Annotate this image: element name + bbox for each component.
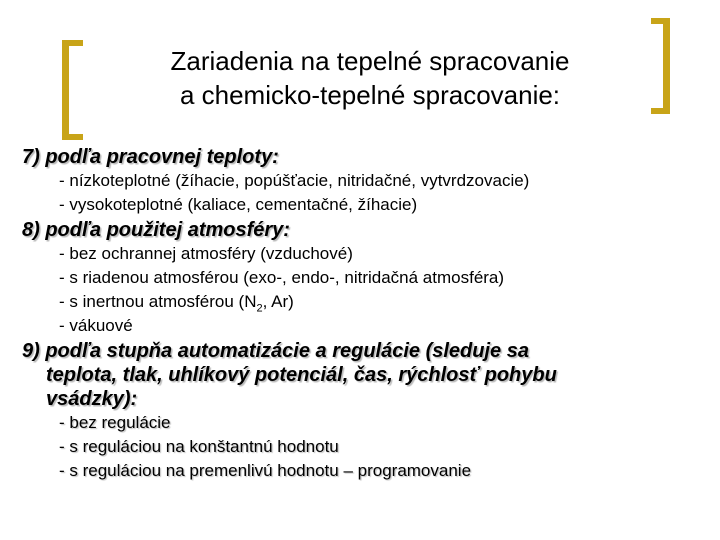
title-line-1: Zariadenia na tepelné spracovanie: [170, 46, 570, 76]
heading-line: 9) podľa stupňa automatizácie a regulácie (sleduje sa: [22, 340, 529, 362]
title-line-2: a chemicko-tepelné spracovanie:: [179, 80, 561, 110]
section-heading-8: 8) podľa použitej atmosféry:: [22, 219, 290, 241]
list-item: [22, 290, 702, 314]
subscript-text: 2: [256, 302, 263, 315]
list-item-text: - s inertnou atmosférou (N: [59, 292, 257, 311]
right-bracket-decoration: [651, 18, 670, 114]
slide-content: [22, 145, 702, 483]
list-item: - bez ochrannej atmosféry (vzduchové): [59, 244, 353, 263]
list-item-text: , Ar): [262, 292, 294, 311]
slide-title: [100, 44, 640, 112]
list-item: - bez regulácie: [59, 413, 171, 432]
section-heading-9: [22, 339, 702, 411]
list-item: - s reguláciou na konštantnú hodnotu: [59, 437, 339, 456]
list-item: - s riadenou atmosférou (exo-, endo-, nitridačná atmosféra): [59, 268, 505, 287]
section-heading-7: 7) podľa pracovnej teploty:: [22, 146, 279, 168]
heading-line: vsádzky):: [46, 388, 138, 410]
list-item: - vysokoteplotné (kaliace, cementačné, žíhacie): [59, 195, 418, 214]
list-item: - nízkoteplotné (žíhacie, popúšťacie, nitridačné, vytvrdzovacie): [59, 171, 530, 190]
left-bracket-decoration: [62, 40, 83, 140]
list-item: - s reguláciou na premenlivú hodnotu – programovanie: [59, 461, 472, 480]
list-item: - vákuové: [59, 316, 133, 335]
heading-line: teplota, tlak, uhlíkový potenciál, čas, rýchlosť pohybu: [46, 364, 557, 386]
